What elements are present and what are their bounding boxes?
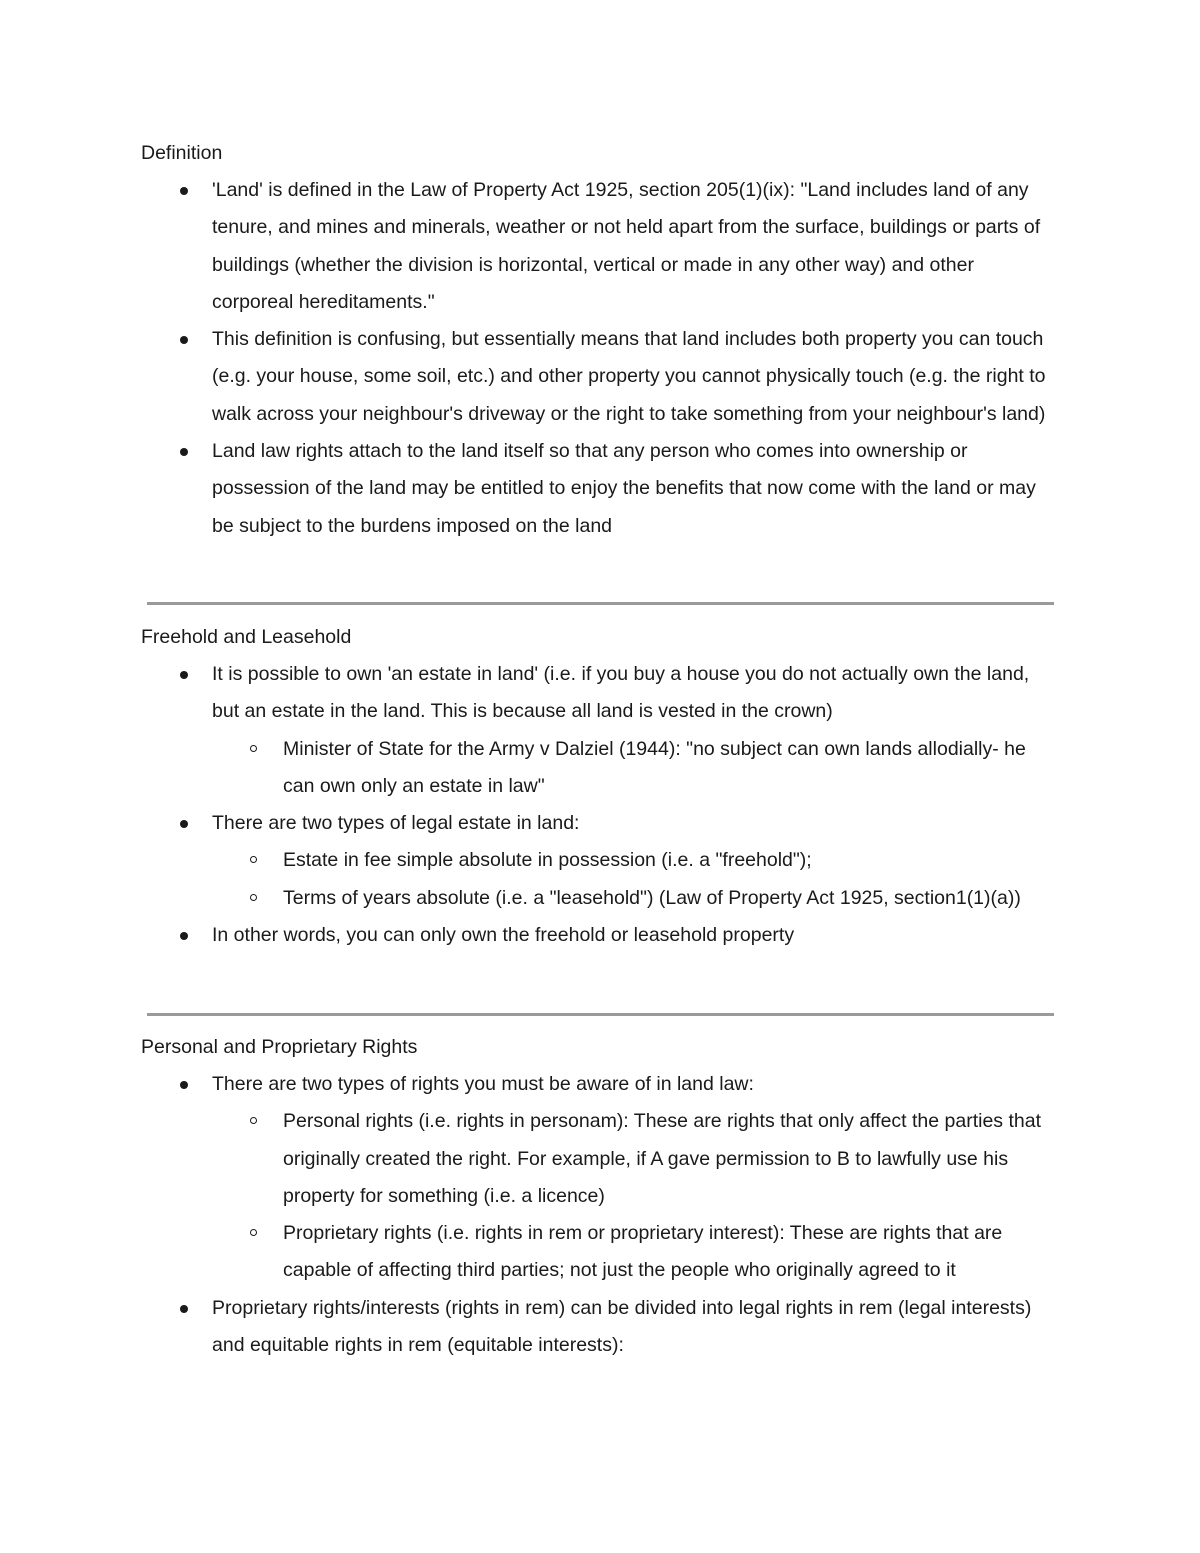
bullet-item: Land law rights attach to the land itself so that any person who comes into ownership or possession of the land may be entitled to enjoy the benefits that now come with the land or may be subject to the burdens imposed on the land bbox=[141, 433, 1056, 545]
section-heading: Personal and Proprietary Rights bbox=[141, 1036, 418, 1058]
sub-bullet-item: Terms of years absolute (i.e. a "leasehold") (Law of Property Act 1925, section1(1)(a)) bbox=[141, 880, 1056, 917]
sub-bullet-item: Minister of State for the Army v Dalziel (1944): "no subject can own lands allodially- he can own only an estate in law" bbox=[141, 731, 1056, 806]
sub-bullet-item: Estate in fee simple absolute in possession (i.e. a "freehold"); bbox=[141, 842, 1056, 879]
bullet-item: There are two types of rights you must be aware of in land law: bbox=[141, 1066, 1056, 1103]
section-personal-proprietary-rights bbox=[141, 1029, 1056, 1364]
section-heading: Freehold and Leasehold bbox=[141, 626, 352, 648]
bullet-item: It is possible to own 'an estate in land' (i.e. if you buy a house you do not actually own the land, but an estate in the land. This is because all land is vested in the crown) bbox=[141, 656, 1056, 731]
bullet-item: There are two types of legal estate in land: bbox=[141, 805, 1056, 842]
section-freehold-leasehold bbox=[141, 619, 1056, 954]
bullet-item: This definition is confusing, but essentially means that land includes both property you can touch (e.g. your house, some soil, etc.) and other property you cannot physically touch (e.g. the right to walk across your neighbour's driveway or the right to take something from your neighbour's land) bbox=[141, 321, 1056, 433]
horizontal-divider bbox=[147, 602, 1054, 605]
bullet-item: Proprietary rights/interests (rights in rem) can be divided into legal rights in rem (legal interests) and equitable rights in rem (equitable interests): bbox=[141, 1290, 1056, 1365]
horizontal-divider bbox=[147, 1013, 1054, 1016]
bullet-item: 'Land' is defined in the Law of Property Act 1925, section 205(1)(ix): "Land includes land of any tenure, and mines and minerals, weather or not held apart from the surface, buildings or parts of buildings (whether the division is horizontal, vertical or made in any other way) and other corporeal hereditaments." bbox=[141, 172, 1056, 321]
section-heading: Definition bbox=[141, 142, 223, 164]
sub-bullet-item: Proprietary rights (i.e. rights in rem or proprietary interest): These are rights that are capable of affecting third parties; not just the people who originally agreed to it bbox=[141, 1215, 1056, 1290]
section-definition bbox=[141, 135, 1056, 545]
sub-bullet-item: Personal rights (i.e. rights in personam): These are rights that only affect the parties that originally created the right. For example, if A gave permission to B to lawfully use his property for something (i.e. a licence) bbox=[141, 1103, 1056, 1215]
bullet-item: In other words, you can only own the freehold or leasehold property bbox=[141, 917, 1056, 954]
